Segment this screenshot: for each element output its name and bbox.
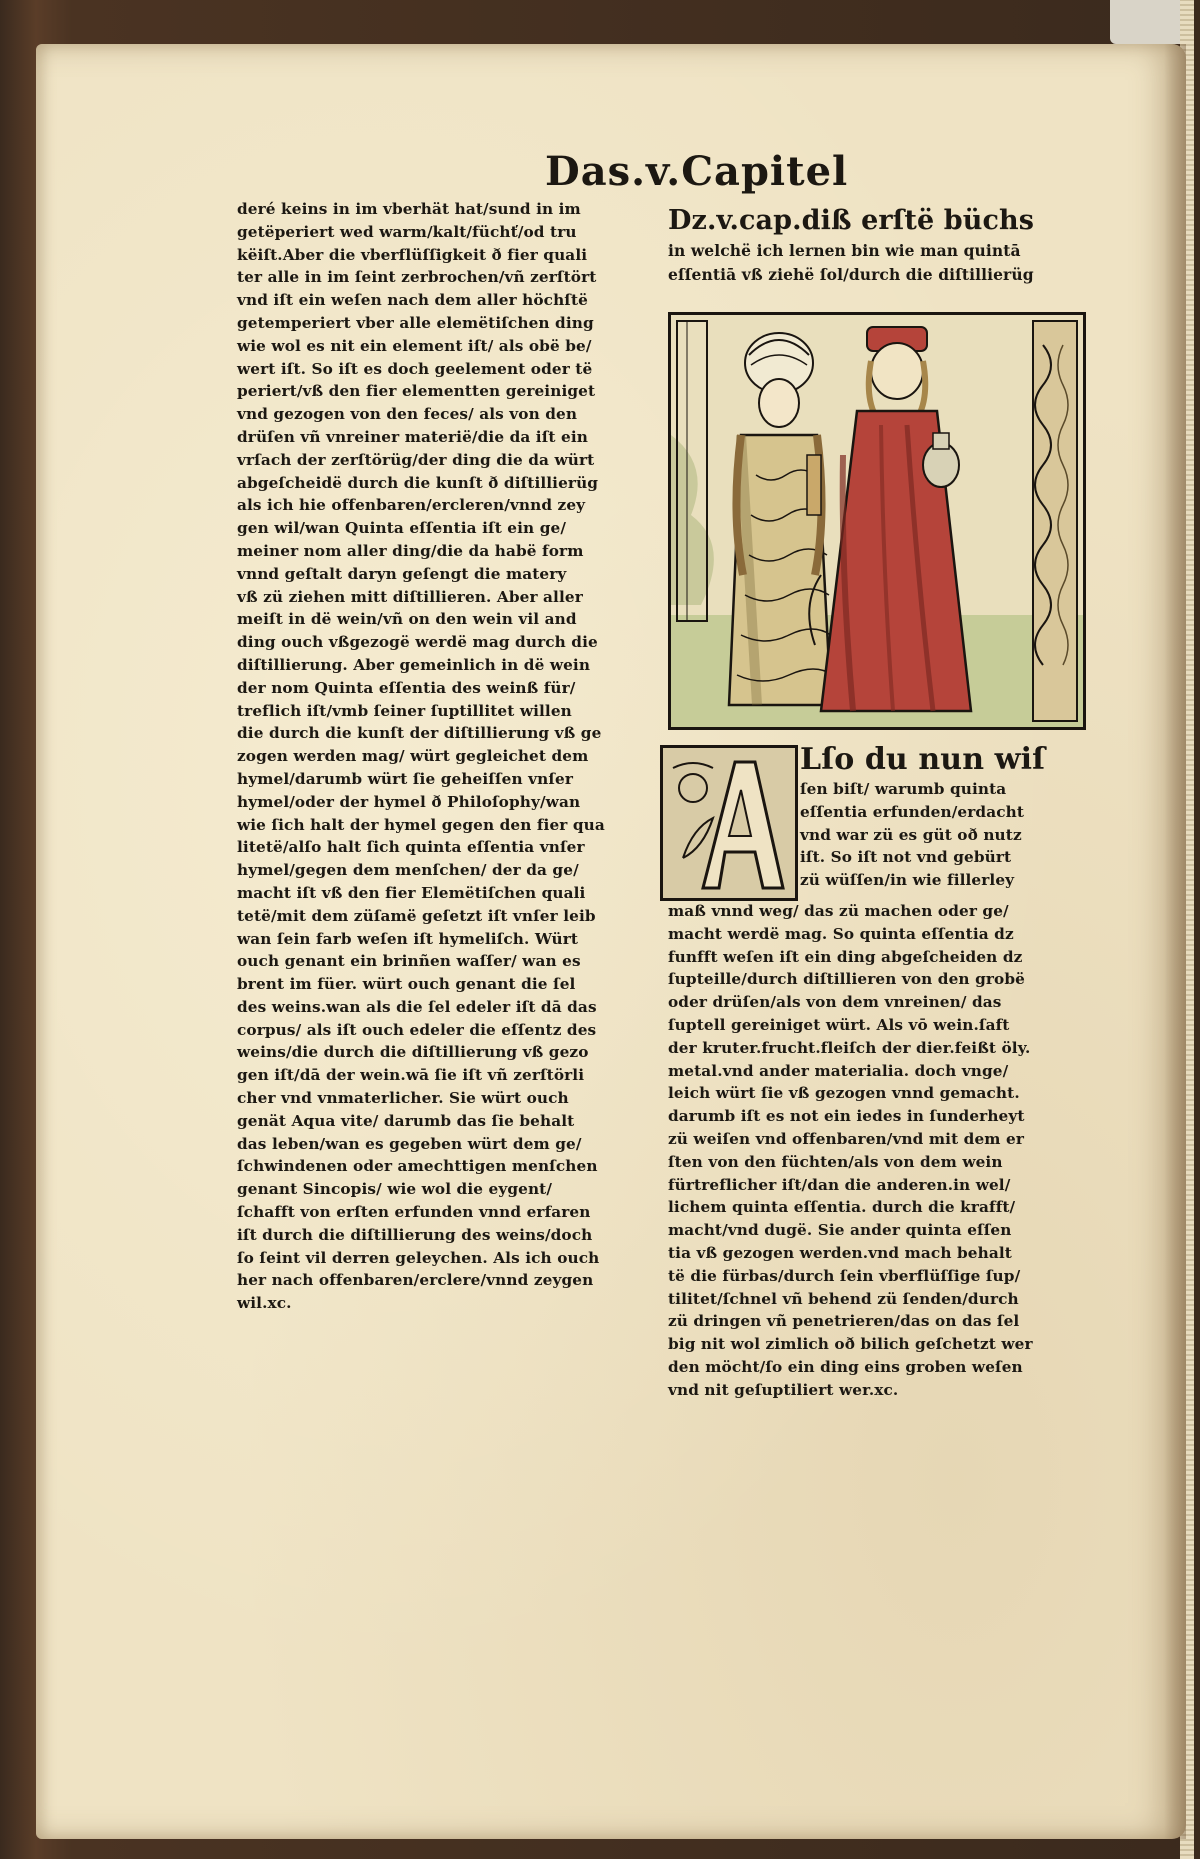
text-line: genant Sincopis/ wie wol die eygent/: [237, 1180, 553, 1199]
text-line: tetë/mit dem züſamë geſetzt iſt vnſer leib: [237, 906, 596, 925]
text-line: hymel/oder der hymel ð Philoſophy/wan: [237, 792, 581, 811]
text-line: wie wol es nit ein element iſt/ als obë be/: [237, 336, 592, 355]
text-line: lichem quinta eſſentia. durch die krafft/: [668, 1198, 1016, 1217]
text-line: abgeſcheidë durch die kunſt ð diſtillierüg: [237, 473, 599, 492]
text-line: iſt durch die diſtillierung des weins/doch: [237, 1225, 593, 1244]
text-line: vnd gezogen von den feces/ als von den: [237, 405, 578, 424]
text-line: këiſt.Aber die vberflüſſigkeit ð fier quali: [237, 245, 588, 264]
text-line: ſten von den füchten/als von dem wein: [668, 1152, 1003, 1171]
text-line: wan ſein farb weſen iſt hymeliſch. Würt: [237, 929, 579, 948]
running-head: Das.v.Capitel: [545, 148, 849, 195]
text-line: tia vß gezogen werden.vnd mach behalt: [668, 1243, 1012, 1262]
text-line: gen iſt/dā der wein.wā ſie iſt vñ zerſtörli: [237, 1066, 585, 1085]
text-line: ding ouch vßgezogë werdë mag durch die: [237, 633, 598, 652]
text-line: meiſt in dë wein/vñ on den wein vil and: [237, 610, 577, 629]
text-line: të die fürbas/durch ſein vberflüſſige ſup/: [668, 1266, 1021, 1285]
text-line: funfft weſen iſt ein ding abgeſcheiden dz: [668, 947, 1023, 966]
text-line: macht werdë mag. So quinta eſſentia dz: [668, 924, 1014, 943]
text-line: zogen werden mag/ würt gegleichet dem: [237, 747, 589, 766]
text-line: drüſen vñ vnreiner materië/die da iſt ein: [237, 427, 588, 446]
text-line: das leben/wan es gegeben würt dem ge/: [237, 1134, 582, 1153]
text-line: den möcht/ſo ein ding eins groben weſen: [668, 1357, 1023, 1376]
text-line: diſtillierung. Aber gemeinlich in dë wein: [237, 655, 591, 674]
text-line: her nach offenbaren/erclere/vnnd zeygen: [237, 1271, 594, 1290]
chapter-subheading-line: in welchë ich lernen bin wie man quintā: [668, 241, 1021, 260]
text-line: meiner nom aller ding/die da habë form: [237, 541, 584, 560]
text-line: hymel/darumb würt ſie geheiſſen vnſer: [237, 769, 574, 788]
text-line: maß vnnd weg/ das zü machen oder ge/: [668, 902, 1009, 920]
text-line: zü wüſſen/in wie fillerley: [800, 871, 1015, 890]
decorated-initial: [660, 745, 798, 901]
text-line: eſſentia erfunden/erdacht: [800, 802, 1025, 821]
text-line: vnd nit geſuptiliert wer.xc.: [668, 1380, 899, 1399]
text-line: weins/die durch die diſtillierung vß gezo: [237, 1043, 589, 1062]
text-line: ſuptell gereiniget würt. Als vō wein.ſaft: [668, 1015, 1010, 1034]
text-line: litetë/alſo halt ſich quinta eſſentia vnſer: [237, 838, 585, 857]
text-line: zü dringen vñ penetrieren/das on das ſel: [668, 1312, 1020, 1331]
text-line: ſchafft von erſten erfunden vnnd erfaren: [237, 1203, 591, 1222]
text-line: tilitet/ſchnel vñ behend zü ſenden/durch: [668, 1289, 1019, 1308]
text-line: oder drüſen/als von dem vnreinen/ das: [668, 993, 1002, 1012]
text-line: der kruter.frucht.fleiſch der dier.feißt öly.: [668, 1038, 1031, 1057]
text-line: cher vnd vnmaterlicher. Sie würt ouch: [237, 1089, 569, 1108]
text-line: macht iſt vß den fier Elemëtiſchen quali: [237, 883, 586, 902]
woodcut-illustration: [668, 312, 1086, 730]
text-line: ouch genant ein brinñen waſſer/ wan es: [237, 952, 581, 971]
text-line: deré keins in im vberhät hat/sund in im: [237, 200, 581, 218]
text-line: vnd war zü es güt oð nutz: [800, 825, 1022, 844]
text-line: als ich hie offenbaren/ercleren/vnnd zey: [237, 496, 586, 515]
page-tab: [1110, 0, 1190, 44]
text-line: iſt. So iſt not vnd gebürt: [800, 848, 1012, 867]
text-line: ſchwindenen oder amechttigen menſchen: [237, 1157, 598, 1176]
initial-opening-line: Lſo du nun wiſ: [800, 742, 1046, 777]
text-line: wert iſt. So iſt es doch geelement oder të: [237, 359, 593, 378]
text-line: zü weiſen vnd offenbaren/vnd mit dem er: [668, 1129, 1025, 1148]
page-gutter-shadow: [1164, 44, 1186, 1839]
text-line: getemperiert vber alle elemëtiſchen ding: [237, 313, 594, 332]
initial-letter-a-icon: [663, 748, 795, 898]
text-line: vrſach der zerſtörüg/der ding die da würt: [237, 450, 595, 469]
text-line: die durch die kunſt der diſtillierung vß ge: [237, 724, 602, 743]
two-figures-woodcut-icon: [671, 315, 1083, 727]
text-line: periert/vß den fier elementten gereiniget: [237, 382, 596, 401]
text-line: big nit wol zimlich oð bilich geſchetzt wer: [668, 1335, 1033, 1354]
text-line: ſo ſeint vil derren geleychen. Als ich ouch: [237, 1248, 600, 1267]
text-line: wie ſich halt der hymel gegen den fier qua: [237, 815, 605, 834]
text-line: wil.xc.: [237, 1294, 292, 1313]
text-line: hymel/gegen dem menſchen/ der da ge/: [237, 861, 579, 880]
right-column-beside-initial: [800, 742, 1090, 892]
text-line: ſupteille/durch diſtillieren von den grobë: [668, 970, 1025, 989]
chapter-heading: Dz.v.cap.diß erſtë büchs: [668, 205, 1035, 236]
text-line: gen wil/wan Quinta eſſentia iſt ein ge/: [237, 519, 567, 538]
text-line: ter alle in im ſeint zerbrochen/vñ zerſtört: [237, 268, 597, 287]
text-line: corpus/ als iſt ouch edeler die eſſentz des: [237, 1020, 597, 1039]
text-line: brent im füer. würt ouch genant die ſel: [237, 975, 576, 994]
text-line: vnnd geſtalt daryn geſengt die matery: [237, 564, 567, 583]
left-text-column: [237, 198, 647, 1315]
right-column-heading: [668, 203, 1076, 287]
text-line: der nom Quinta eſſentia des weinß für/: [237, 678, 576, 697]
text-line: genät Aqua vite/ darumb das ſie behalt: [237, 1111, 575, 1130]
text-line: vnd iſt ein weſen nach dem aller höchſtë: [237, 291, 588, 310]
text-line: vß zü ziehen mitt diſtillieren. Aber aller: [237, 587, 583, 606]
text-line: fürtreflicher iſt/dan die anderen.in wel/: [668, 1175, 1011, 1194]
chapter-subheading-line: eſſentiā vß ziehë ſol/durch die diſtillierüg: [668, 265, 1034, 284]
text-line: metal.vnd ander materialia. doch vnge/: [668, 1061, 1009, 1080]
text-line: leich würt ſie vß gezogen vnnd gemacht.: [668, 1084, 1020, 1103]
text-line: getëperiert wed warm/kalt/füchť/od tru: [237, 222, 577, 241]
text-line: ſen biſt/ warumb quinta: [800, 780, 1007, 798]
text-line: darumb iſt es not ein iedes in ſunderheyt: [668, 1107, 1025, 1126]
text-line: des weins.wan als die ſel edeler iſt dā das: [237, 997, 597, 1016]
right-text-column: [668, 900, 1088, 1402]
text-line: macht/vnd dugë. Sie ander quinta eſſen: [668, 1221, 1012, 1240]
text-line: treflich iſt/vmb ſeiner ſuptillitet willen: [237, 701, 572, 720]
